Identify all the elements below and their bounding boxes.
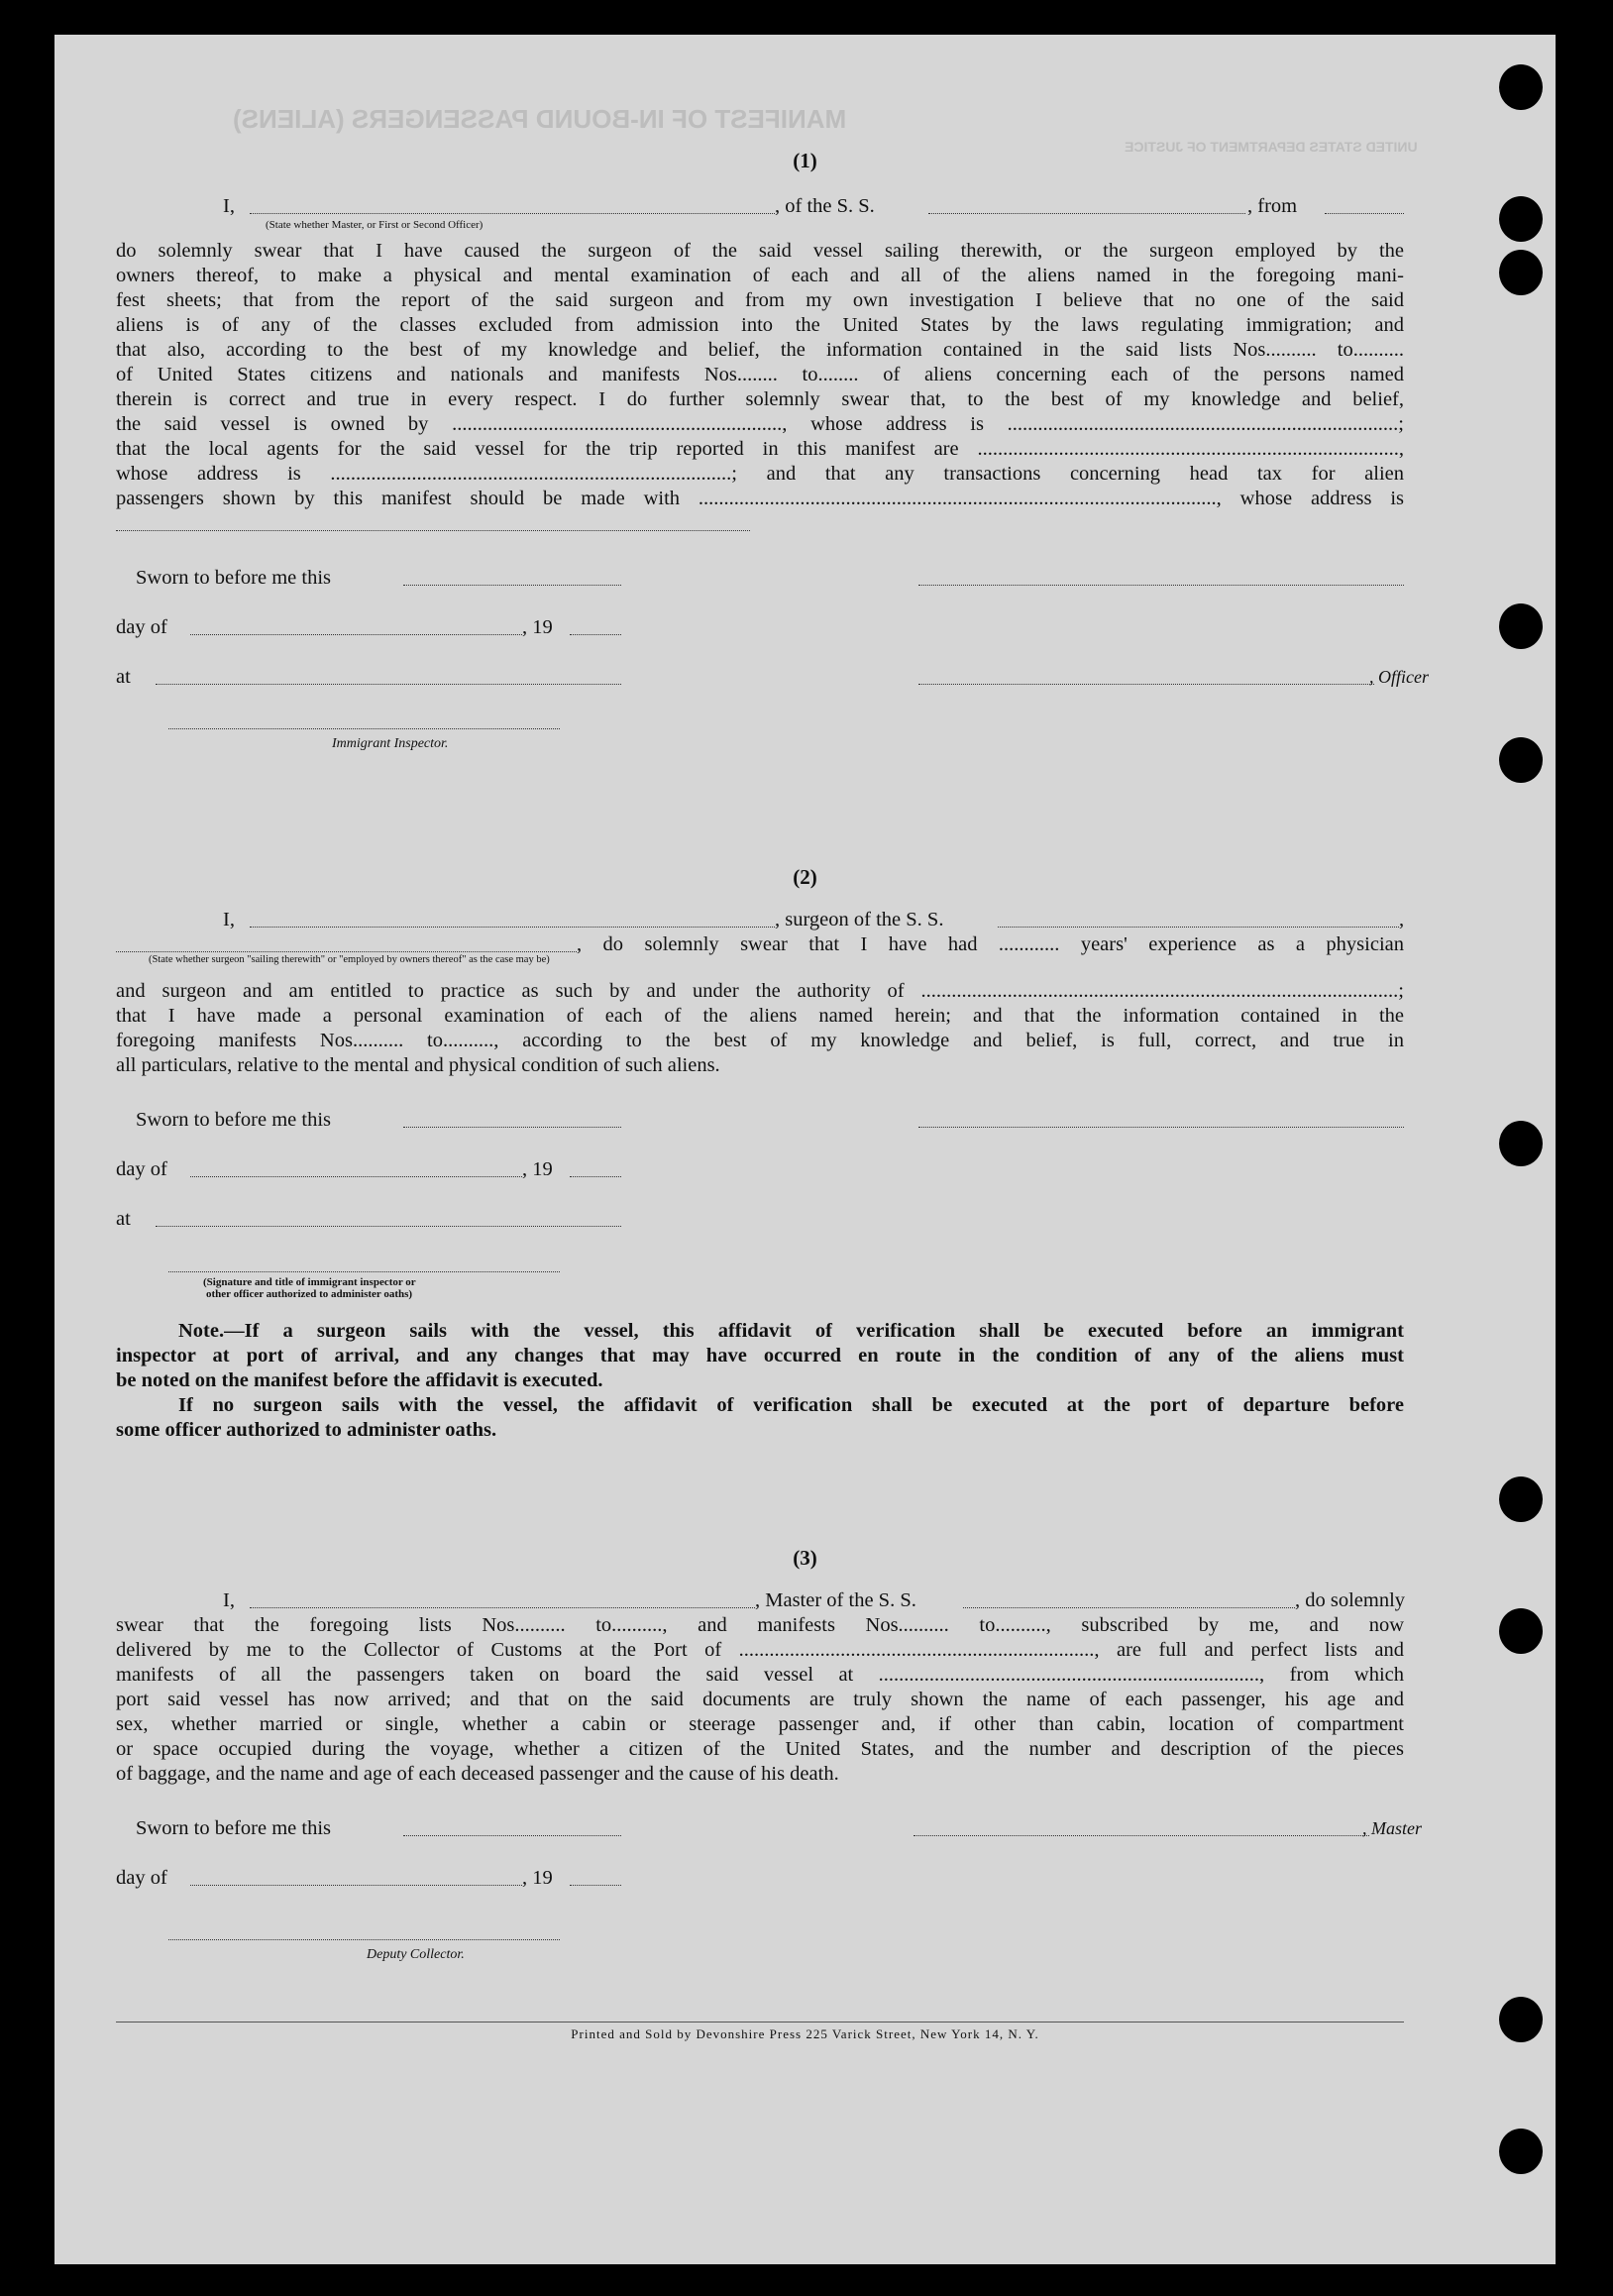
s1-from-field[interactable] — [1325, 213, 1404, 214]
s3-line-4: manifests of all the passengers taken on board the said vessel at ..........................................................................., from which — [116, 1664, 1404, 1686]
s1-officer-title-field[interactable] — [918, 684, 1374, 685]
bleed-through-title: MANIFEST OF IN-BOUND PASSENGERS (ALIENS) — [233, 104, 847, 134]
punch-hole — [1499, 1608, 1543, 1654]
s2-vessel-name-field[interactable] — [998, 927, 1399, 928]
s2-line-3: and surgeon and am entitled to practice as such by and under the authority of ..............................................................................................; — [116, 980, 1404, 1002]
s3-line-3: delivered by me to the Collector of Customs at the Port of ......................................................................, are full and perfect lists and — [116, 1639, 1404, 1661]
s3-master-title: , Master — [1362, 1818, 1422, 1838]
s2-surgeon-label: , surgeon of the S. S. — [775, 909, 944, 930]
s1-of-ss-label: , of the S. S. — [775, 195, 875, 217]
s1-sworn-label: Sworn to before me this — [136, 567, 331, 589]
punch-hole — [1499, 196, 1543, 242]
s2-signature-note-2: other officer authorized to administer oaths) — [206, 1288, 413, 1300]
punch-hole — [1499, 1121, 1543, 1166]
footer-rule — [116, 2022, 1404, 2023]
s2-at-label: at — [116, 1208, 131, 1230]
s2-experience-text: , do solemnly swear that I have had ............ years' experience as a physician — [577, 933, 1404, 955]
punch-hole — [1499, 603, 1543, 649]
s2-line-4: that I have made a personal examination of each of the aliens named herein; and that the information contained in the — [116, 1005, 1404, 1027]
s1-officer-note: (State whether Master, or First or Second Officer) — [266, 219, 484, 231]
note-1-line-3: be noted on the manifest before the affidavit is executed. — [116, 1369, 603, 1391]
s1-at-field[interactable] — [156, 684, 621, 685]
s3-dayof-label: day of — [116, 1867, 167, 1889]
punch-hole — [1499, 64, 1543, 110]
s3-sworn-date-field[interactable] — [403, 1835, 621, 1836]
section-1-number: (1) — [793, 149, 817, 172]
s3-master-name-field[interactable] — [250, 1607, 755, 1608]
s3-deputy-collector-label: Deputy Collector. — [367, 1947, 465, 1962]
s1-line-4: fest sheets; that from the report of the said surgeon and from my own investigation I believe that no one of the said — [116, 289, 1404, 311]
s1-officer-label: , Officer — [1369, 667, 1429, 687]
s1-from-label: , from — [1247, 195, 1298, 217]
s1-line-12: passengers shown by this manifest should be made with ......................................................................................................, whose address is — [116, 488, 1404, 509]
s1-line-6: that also, according to the best of my knowledge and belief, the information contained in the said lists Nos.......... to.......... — [116, 339, 1404, 361]
s2-i-label: I, — [223, 909, 235, 930]
s3-master-label: , Master of the S. S. — [755, 1589, 916, 1611]
s3-day-field[interactable] — [190, 1885, 522, 1886]
s3-year-field[interactable] — [570, 1885, 621, 1886]
s2-line-5: foregoing manifests Nos.......... to.........., according to the best of my knowledge and belief, is full, correct, and true in — [116, 1030, 1404, 1051]
s1-inspector-label: Immigrant Inspector. — [332, 736, 449, 751]
punch-hole — [1499, 250, 1543, 295]
s1-day-field[interactable] — [190, 634, 522, 635]
s1-line-3: owners thereof, to make a physical and mental examination of each and all of the aliens named in the foregoing mani- — [116, 265, 1404, 286]
s1-line-10: that the local agents for the said vessel for the trip reported in this manifest are ..................................................................................., — [116, 438, 1404, 460]
section-2-number: (2) — [793, 865, 817, 889]
s2-at-field[interactable] — [156, 1226, 621, 1227]
s1-officer-name-field[interactable] — [250, 213, 775, 214]
s3-vessel-name-field[interactable] — [963, 1607, 1295, 1608]
s3-line-7: or space occupied during the voyage, whether a citizen of the United States, and the number and description of the pieces — [116, 1738, 1404, 1760]
s3-line-8: of baggage, and the name and age of each deceased passenger and the cause of his death. — [116, 1763, 839, 1785]
s2-line-6: all particulars, relative to the mental and physical condition of such aliens. — [116, 1054, 720, 1076]
s1-line-8: therein is correct and true in every respect. I do further solemnly swear that, to the best of my knowledge and belief, — [116, 388, 1404, 410]
form-page: MANIFEST OF IN-BOUND PASSENGERS (ALIENS) UNITED STATES DEPARTMENT OF JUSTICE (1) I, , of the S. S. , from (State whether Master, or First or Second Officer) do solemnly swear that I have caused the surgeon of the said vessel sailing therewith, or the surgeon employed by the owners thereof, to make a physical and mental examination of each and all of the aliens named in the foregoing mani- fest sheets; that from the report of the said surgeon and from my own investigation I believe that no one of the said aliens is of any of the classes excluded from admission into the United States by the laws regulating immigration; and that also, according to the best of my knowledge and belief, the information contained in the said lists Nos.......... to.......... of United States citizens and nationals and manifests Nos........ to........ of aliens concerning each of the persons named therein is correct and true in every respect. I do further solemnly swear that, to the best of my knowledge and belief, the said vessel is owned by ................................................................., whose address is .............................................................................; that the local agents for the said vessel for the trip reported in this manifest are ..................................................................................., whose address is ...............................................................................; and that any transactions concerning head tax for alien passengers shown by this manifest should be made with ......................................................................................................, whose address is Sworn to before me this day of , 19 at , Officer Immigrant Inspector. (2) I, , surgeon of the S. S. , , do solemnly swear that I have had ............ years' experience as a physician (State whether surgeon "sailing therewith" or "employed by owners thereof" as the case may be) and surgeon and am entitled to practice as such by and under the authority of ..............................................................................................; that I have made a personal examination of each of the aliens named herein; and that the information contained in the foregoing manifests Nos.......... to.........., according to the best of my knowledge and belief, is full, correct, and true in all particulars, relative to the mental and physical condition of such aliens. Sworn to before me this day of , 19 at (Signature and title of immigrant inspector or other officer authorized to administer oaths) Note.—If a surgeon sails with the vessel, this affidavit of verification shall be executed before an immigrant inspector at port of arrival, and any changes that may have occurred en route in the condition of any of the aliens must be noted on the manifest before the affidavit is executed. If no surgeon sails with the vessel, the affidavit of verification shall be executed at the port of departure before some officer authorized to administer oaths. (3) I, , Master of the S. S. , do solemnly swear that the foregoing lists Nos.......... to.........., and manifests Nos.......... to.........., subscribed by me, and now delivered by me to the Collector of Customs at the Port of ......................................................................, are full and perfect lists and manifests of all the passengers taken on board the said vessel at ..........................................................................., from which port said vessel has now arrived; and that on the said documents are truly shown the name of each passenger, his age and sex, whether married or single, whether a cabin or steerage passenger and, if other than cabin, location of compartment or space occupied during the voyage, whether a citizen of the United States, and the number and description of the pieces of baggage, and the name and age of each deceased passenger and the cause of his death. Sworn to before me this , Master day of , 19 Deputy Collector. Printed and Sold by Devonshire Press 225 Varick Street, New York 14, N. Y. — [54, 35, 1556, 2264]
note-2-line-1: If no surgeon sails with the vessel, the affidavit of verification shall be executed at the port of departure before — [178, 1394, 1404, 1416]
s1-line-11: whose address is ...............................................................................; and that any transactions concerning head tax for alien — [116, 463, 1404, 485]
s2-status-field[interactable] — [116, 951, 577, 952]
s3-solemnly-label: , do solemnly — [1295, 1589, 1406, 1611]
s1-year-label: , 19 — [522, 616, 553, 638]
s1-line-2: do solemnly swear that I have caused the surgeon of the said vessel sailing therewith, or the surgeon employed by the — [116, 240, 1404, 262]
s1-line-9: the said vessel is owned by ................................................................., whose address is .............................................................................; — [116, 413, 1404, 435]
s1-officer-signature-field[interactable] — [918, 585, 1404, 586]
punch-hole — [1499, 2129, 1543, 2174]
note-1-line-2: inspector at port of arrival, and any changes that may have occurred en route in the condition of any of the aliens must — [116, 1345, 1404, 1367]
punch-hole — [1499, 737, 1543, 783]
s2-day-field[interactable] — [190, 1176, 522, 1177]
s3-line-6: sex, whether married or single, whether a cabin or steerage passenger and, if other than cabin, location of compartment — [116, 1713, 1404, 1735]
s1-year-field[interactable] — [570, 634, 621, 635]
s2-sworn-label: Sworn to before me this — [136, 1109, 331, 1131]
s2-year-label: , 19 — [522, 1158, 553, 1180]
s2-surgeon-signature-field[interactable] — [918, 1127, 1404, 1128]
s1-i-label: I, — [223, 195, 235, 217]
s3-line-5: port said vessel has now arrived; and that on the said documents are truly shown the name of each passenger, his age and — [116, 1689, 1404, 1710]
s1-at-label: at — [116, 666, 131, 688]
s1-line-7: of United States citizens and nationals and manifests Nos........ to........ of aliens concerning each of the persons named — [116, 364, 1404, 385]
section-3-number: (3) — [793, 1546, 817, 1570]
s2-surgeon-name-field[interactable] — [250, 927, 775, 928]
punch-hole — [1499, 1997, 1543, 2042]
s3-collector-signature-field[interactable] — [168, 1939, 560, 1940]
s2-signature-note-1: (Signature and title of immigrant inspector or — [203, 1276, 416, 1288]
bleed-through-header: UNITED STATES DEPARTMENT OF JUSTICE — [1125, 139, 1418, 155]
s1-dayof-label: day of — [116, 616, 167, 638]
s2-status-note: (State whether surgeon "sailing therewith" or "employed by owners thereof" as the case may be) — [149, 954, 550, 965]
s2-dayof-label: day of — [116, 1158, 167, 1180]
s2-year-field[interactable] — [570, 1176, 621, 1177]
note-2-line-2: some officer authorized to administer oaths. — [116, 1419, 497, 1441]
s3-line-2: swear that the foregoing lists Nos.......... to.........., and manifests Nos.......... to.........., subscribed by me, and now — [116, 1614, 1404, 1636]
punch-hole — [1499, 1476, 1543, 1522]
s1-address-field[interactable] — [116, 530, 750, 531]
s3-sworn-label: Sworn to before me this — [136, 1817, 331, 1839]
printer-imprint: Printed and Sold by Devonshire Press 225 Varick Street, New York 14, N. Y. — [571, 2026, 1039, 2041]
s3-master-signature-field[interactable] — [914, 1835, 1369, 1836]
s1-vessel-name-field[interactable] — [928, 213, 1245, 214]
s3-i-label: I, — [223, 1589, 235, 1611]
s1-inspector-signature-field[interactable] — [168, 728, 560, 729]
s2-inspector-signature-field[interactable] — [168, 1271, 560, 1272]
s1-line-5: aliens is of any of the classes excluded from admission into the United States by the laws regulating immigration; and — [116, 314, 1404, 336]
s3-year-label: , 19 — [522, 1867, 553, 1889]
note-1-line-1: Note.—If a surgeon sails with the vessel, this affidavit of verification shall be executed before an immigrant — [178, 1320, 1404, 1342]
s2-sworn-date-field[interactable] — [403, 1127, 621, 1128]
s1-sworn-date-field[interactable] — [403, 585, 621, 586]
